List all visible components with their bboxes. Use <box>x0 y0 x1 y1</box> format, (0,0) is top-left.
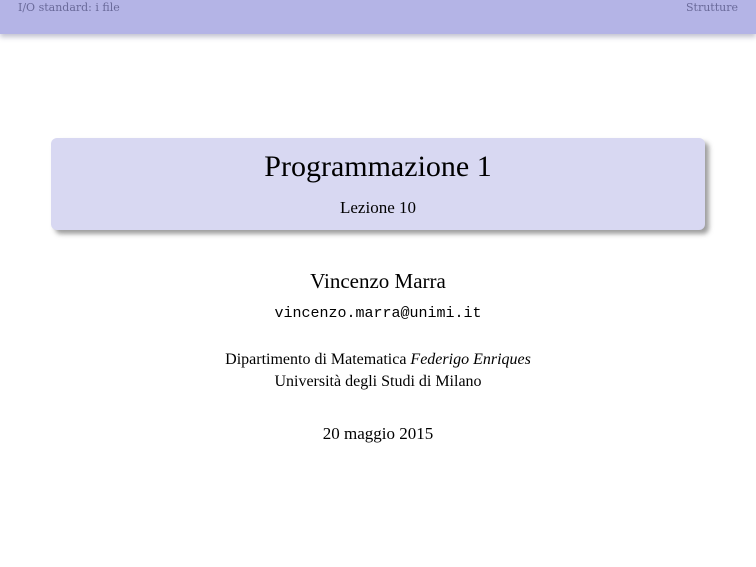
author-name: Vincenzo Marra <box>310 269 446 293</box>
title-block <box>51 138 705 230</box>
presentation-subtitle: Lezione 10 <box>340 198 416 217</box>
subsection-nav-link[interactable]: Strutture <box>686 1 738 14</box>
presentation-date: 20 maggio 2015 <box>322 424 434 443</box>
department-prefix: Dipartimento di Matematica <box>225 351 407 368</box>
university-name: Università degli Studi di Milano <box>274 373 482 390</box>
author-email: vincenzo.marra@unimi.it <box>274 305 482 322</box>
navigation-headline-bar <box>0 0 756 34</box>
department-line <box>0 351 756 369</box>
presentation-title: Programmazione 1 <box>264 150 492 183</box>
department-name: Federigo Enriques <box>410 351 531 368</box>
section-nav-link[interactable]: I/O standard: i file <box>18 1 120 14</box>
